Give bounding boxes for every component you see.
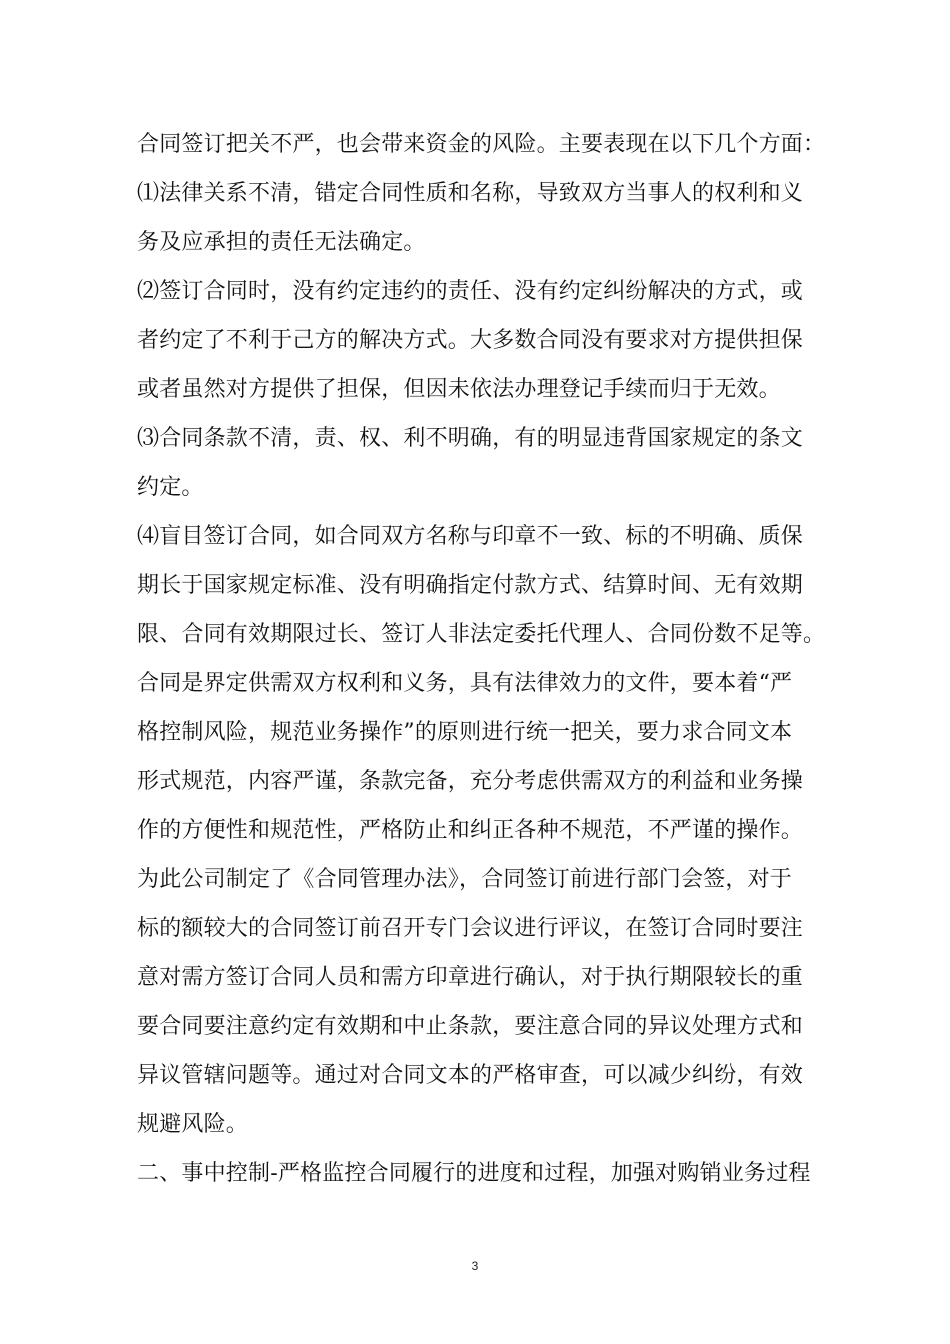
text-line: 合同是界定供需双方权利和义务，具有法律效力的文件，要本着“严 xyxy=(137,671,793,696)
text-line: 或者虽然对方提供了担保，但因未依法办理登记手续而归于无效。 xyxy=(137,377,781,402)
text-line: 务及应承担的责任无法确定。 xyxy=(137,230,426,255)
text-line: 形式规范，内容严谨，条款完备，充分考虑供需双方的利益和业务操 xyxy=(137,769,804,794)
body-text xyxy=(137,120,827,1198)
text-line: 限、合同有效期限过长、签订人非法定委托代理人、合同份数不足等。 xyxy=(137,622,826,647)
text-line: ⑵签订合同时，没有约定违约的责任、没有约定纠纷解决的方式，或 xyxy=(137,279,804,304)
page-number: 3 xyxy=(471,1259,479,1273)
text-line: 者约定了不利于己方的解决方式。大多数合同没有要求对方提供担保 xyxy=(137,328,804,353)
text-line: ⑷盲目签订合同，如合同双方名称与印章不一致、标的不明确、质保 xyxy=(137,524,804,549)
text-line: ⑴法律关系不清，错定合同性质和名称，导致双方当事人的权利和义 xyxy=(137,181,804,206)
text-line: 二、事中控制-严格监控合同履行的进度和过程，加强对购销业务过程 xyxy=(137,1161,811,1186)
text-line: 为此公司制定了《合同管理办法》，合同签订前进行部门会签，对于 xyxy=(137,867,793,892)
text-line: 异议管辖问题等。通过对合同文本的严格审查，可以减少纠纷，有效 xyxy=(137,1063,804,1088)
text-line: 格控制风险，规范业务操作”的原则进行统一把关，要力求合同文本 xyxy=(137,720,793,745)
text-line: 要合同要注意约定有效期和中止条款，要注意合同的异议处理方式和 xyxy=(137,1014,804,1039)
text-line: 期长于国家规定标准、没有明确指定付款方式、结算时间、无有效期 xyxy=(137,573,804,598)
text-line: 合同签订把关不严，也会带来资金的风险。主要表现在以下几个方面： xyxy=(137,132,826,157)
text-line: 规避风险。 xyxy=(137,1112,249,1137)
text-line: ⑶合同条款不清，责、权、利不明确，有的明显违背国家规定的条文 xyxy=(137,426,804,451)
text-line: 作的方便性和规范性，严格防止和纠正各种不规范，不严谨的操作。 xyxy=(137,818,804,843)
text-line: 意对需方签订合同人员和需方印章进行确认，对于执行期限较长的重 xyxy=(137,965,804,990)
text-line: 约定。 xyxy=(137,475,204,500)
text-line: 标的额较大的合同签订前召开专门会议进行评议，在签订合同时要注 xyxy=(137,916,804,941)
